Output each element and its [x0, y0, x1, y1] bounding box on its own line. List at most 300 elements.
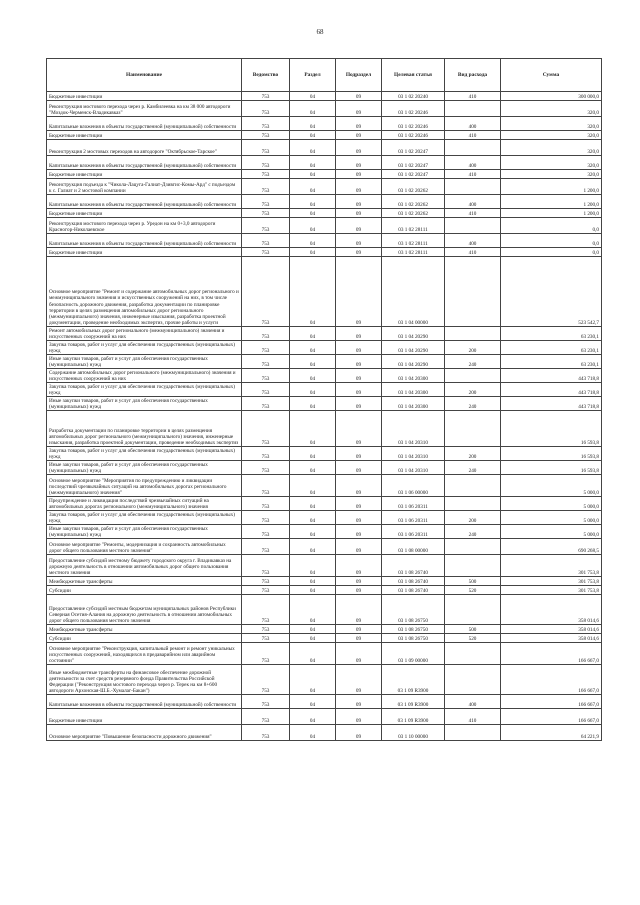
row-section: 04: [290, 218, 336, 234]
row-target-article: 03 1 08 26740: [382, 555, 445, 577]
row-section: 04: [290, 195, 336, 209]
row-department: 753: [242, 140, 290, 156]
row-subsection: 09: [336, 411, 382, 447]
row-target-article: 03 1 08 00000: [382, 539, 445, 555]
row-section: 04: [290, 140, 336, 156]
row-amount: 1 200,0: [501, 195, 602, 209]
row-subsection: 09: [336, 131, 382, 140]
row-subsection: 09: [336, 195, 382, 209]
row-name: Иные закупки товаров, работ и услуг для обеспечения государственных (муниципальных) нужд: [47, 397, 242, 411]
table-body: [47, 92, 602, 741]
row-department: 753: [242, 643, 290, 665]
row-target-article: 03 1 04 20300: [382, 369, 445, 383]
row-name: Бюджетные инвестиции: [47, 170, 242, 179]
row-subsection: 09: [336, 369, 382, 383]
row-expense-type: 410: [445, 170, 501, 179]
row-subsection: 09: [336, 117, 382, 131]
row-department: 753: [242, 355, 290, 369]
row-subsection: 09: [336, 511, 382, 525]
row-name: Бюджетные инвестиции: [47, 209, 242, 218]
row-section: 04: [290, 461, 336, 475]
budget-table: [46, 58, 602, 741]
row-subsection: 09: [336, 92, 382, 101]
row-amount: 300 000,0: [501, 92, 602, 101]
row-target-article: 03 1 09 R3900: [382, 695, 445, 709]
table-row: [47, 475, 602, 497]
row-subsection: 09: [336, 234, 382, 248]
row-section: 04: [290, 369, 336, 383]
row-amount: 5 000,0: [501, 511, 602, 525]
row-amount: 320,0: [501, 170, 602, 179]
table-row: [47, 725, 602, 741]
header-department: Ведомство: [242, 59, 290, 92]
row-amount: 301 753,8: [501, 586, 602, 595]
row-expense-type: [445, 369, 501, 383]
row-department: 753: [242, 475, 290, 497]
row-amount: 301 753,8: [501, 555, 602, 577]
row-target-article: 03 1 10 00000: [382, 725, 445, 741]
row-department: 753: [242, 461, 290, 475]
row-name: Предоставление субсидий местному бюджету городского округа г. Владикавказ на дорожную деятельность в отношении автомобильных дорог общего пользования местного значения: [47, 555, 242, 577]
row-expense-type: [445, 327, 501, 341]
row-amount: 1 200,0: [501, 179, 602, 195]
row-expense-type: [445, 140, 501, 156]
row-expense-type: 500: [445, 625, 501, 634]
row-section: 04: [290, 497, 336, 511]
header-name: Наименование: [47, 59, 242, 92]
row-name: Бюджетные инвестиции: [47, 709, 242, 725]
row-name: Закупка товаров, работ и услуг для обеспечения государственных (муниципальных) нужд: [47, 341, 242, 355]
header-amount: Сумма: [501, 59, 602, 92]
row-name: Межбюджетные трансферты: [47, 577, 242, 586]
row-target-article: 03 1 02 20262: [382, 195, 445, 209]
row-department: 753: [242, 383, 290, 397]
row-subsection: 09: [336, 497, 382, 511]
row-target-article: 03 1 04 20290: [382, 341, 445, 355]
row-name: Предоставление субсидий местным бюджетам муниципальных районов Республики Северная Осетия-Алания на дорожную деятельность в отношении автомобильных дорог общего пользования местного значения: [47, 595, 242, 625]
row-amount: 16 593,8: [501, 447, 602, 461]
row-section: 04: [290, 131, 336, 140]
row-subsection: 09: [336, 140, 382, 156]
row-section: 04: [290, 475, 336, 497]
table-row: [47, 179, 602, 195]
row-department: 753: [242, 725, 290, 741]
row-target-article: 03 1 06 00000: [382, 475, 445, 497]
row-section: 04: [290, 625, 336, 634]
row-amount: 320,0: [501, 156, 602, 170]
row-name: Разработка документации по планировке территории в целях размещения автомобильных дорог регионального (межмуниципального) значения, инженерные изыскания, разработка проектной документации, проведение необходимых экспертиз: [47, 411, 242, 447]
row-subsection: 09: [336, 257, 382, 327]
row-department: 753: [242, 156, 290, 170]
row-department: 753: [242, 234, 290, 248]
row-target-article: 03 1 04 20310: [382, 447, 445, 461]
row-section: 04: [290, 643, 336, 665]
row-subsection: 09: [336, 355, 382, 369]
row-amount: 0,0: [501, 234, 602, 248]
row-name: Реконструкция подъезда к "Чикола-Лацуга-Галиат-Дзивгис-Комы-Ард" с подъездом к с. Галиат и 2 мостовой компании: [47, 179, 242, 195]
table-row: [47, 525, 602, 539]
row-target-article: 03 1 08 26750: [382, 595, 445, 625]
row-amount: 320,0: [501, 140, 602, 156]
row-subsection: 09: [336, 218, 382, 234]
row-department: 753: [242, 555, 290, 577]
row-section: 04: [290, 577, 336, 586]
table-row: [47, 341, 602, 355]
row-subsection: 09: [336, 555, 382, 577]
row-subsection: 09: [336, 341, 382, 355]
row-department: 753: [242, 257, 290, 327]
row-name: Субсидии: [47, 634, 242, 643]
row-subsection: 09: [336, 695, 382, 709]
row-name: Основное мероприятие "Реконструкция, капитальный ремонт и ремонт уникальных искусственных сооружений, находящихся в предаварийном или аварийном состоянии": [47, 643, 242, 665]
row-expense-type: [445, 539, 501, 555]
row-section: 04: [290, 92, 336, 101]
row-subsection: 09: [336, 156, 382, 170]
row-section: 04: [290, 117, 336, 131]
row-name: Бюджетные инвестиции: [47, 92, 242, 101]
row-target-article: 03 1 04 20290: [382, 327, 445, 341]
row-amount: 64 221,9: [501, 725, 602, 741]
row-section: 04: [290, 709, 336, 725]
row-name: Реконструкция мостового перехода через р. Камбилеевка на км 38 000 автодороги "Моздок-Черменск-Владикавказ": [47, 101, 242, 117]
row-amount: 443 718,8: [501, 383, 602, 397]
row-amount: 16 593,8: [501, 461, 602, 475]
row-section: 04: [290, 209, 336, 218]
row-department: 753: [242, 586, 290, 595]
row-department: 753: [242, 447, 290, 461]
row-expense-type: [445, 101, 501, 117]
row-amount: 443 718,8: [501, 397, 602, 411]
row-target-article: 03 1 02 20247: [382, 156, 445, 170]
row-section: 04: [290, 355, 336, 369]
row-amount: 5 000,0: [501, 497, 602, 511]
row-amount: 16 593,8: [501, 411, 602, 447]
row-expense-type: [445, 179, 501, 195]
row-subsection: 09: [336, 586, 382, 595]
row-department: 753: [242, 170, 290, 179]
row-expense-type: 200: [445, 511, 501, 525]
row-section: 04: [290, 327, 336, 341]
table-row: [47, 355, 602, 369]
row-department: 753: [242, 341, 290, 355]
row-expense-type: [445, 475, 501, 497]
table-row: [47, 209, 602, 218]
row-department: 753: [242, 525, 290, 539]
row-expense-type: 240: [445, 461, 501, 475]
row-expense-type: [445, 257, 501, 327]
row-name: Иные закупки товаров, работ и услуг для обеспечения государственных (муниципальных) нужд: [47, 525, 242, 539]
row-amount: 5 000,0: [501, 475, 602, 497]
row-amount: 63 230,1: [501, 341, 602, 355]
header-target-article: Целевая статья: [382, 59, 445, 92]
row-subsection: 09: [336, 665, 382, 695]
row-expense-type: 400: [445, 117, 501, 131]
row-subsection: 09: [336, 397, 382, 411]
row-expense-type: 400: [445, 234, 501, 248]
row-name: Капитальные вложения в объекты государственной (муниципальной) собственности: [47, 117, 242, 131]
row-amount: 523 542,7: [501, 257, 602, 327]
row-name: Основное мероприятие "Повышение безопасности дорожного движения": [47, 725, 242, 741]
row-amount: 320,0: [501, 101, 602, 117]
row-section: 04: [290, 511, 336, 525]
row-expense-type: [445, 643, 501, 665]
row-target-article: 03 1 08 26740: [382, 586, 445, 595]
row-department: 753: [242, 101, 290, 117]
row-name: Капитальные вложения в объекты государственной (муниципальной) собственности: [47, 695, 242, 709]
row-amount: 320,0: [501, 131, 602, 140]
row-target-article: 03 1 02 20246: [382, 131, 445, 140]
table-header-row: [47, 59, 602, 92]
row-expense-type: 240: [445, 397, 501, 411]
row-target-article: 03 1 04 20300: [382, 397, 445, 411]
row-expense-type: 520: [445, 634, 501, 643]
row-target-article: 03 1 06 20311: [382, 511, 445, 525]
row-expense-type: 240: [445, 355, 501, 369]
row-expense-type: 500: [445, 577, 501, 586]
row-name: Капитальные вложения в объекты государственной (муниципальной) собственности: [47, 156, 242, 170]
row-section: 04: [290, 725, 336, 741]
row-target-article: 03 1 02 28111: [382, 218, 445, 234]
row-amount: 0,0: [501, 218, 602, 234]
row-department: 753: [242, 179, 290, 195]
row-department: 753: [242, 195, 290, 209]
row-amount: 320,0: [501, 117, 602, 131]
row-expense-type: [445, 555, 501, 577]
row-target-article: 03 1 04 00000: [382, 257, 445, 327]
row-section: 04: [290, 665, 336, 695]
table-row: [47, 595, 602, 625]
table-row: [47, 131, 602, 140]
table-row: [47, 327, 602, 341]
row-amount: 166 667,0: [501, 665, 602, 695]
row-amount: 690 268,5: [501, 539, 602, 555]
row-name: Реконструкция мостового перехода через р. Уредон на км 0+3,0 автодороги Красногор-Николаевское: [47, 218, 242, 234]
row-department: 753: [242, 248, 290, 257]
row-name: Капитальные вложения в объекты государственной (муниципальной) собственности: [47, 234, 242, 248]
row-name: Закупка товаров, работ и услуг для обеспечения государственных (муниципальных) нужд: [47, 511, 242, 525]
row-amount: 358 014,6: [501, 625, 602, 634]
row-name: Иные закупки товаров, работ и услуг для обеспечения государственных (муниципальных) нужд: [47, 461, 242, 475]
row-subsection: 09: [336, 625, 382, 634]
row-expense-type: 410: [445, 131, 501, 140]
row-department: 753: [242, 539, 290, 555]
row-name: Бюджетные инвестиции: [47, 131, 242, 140]
table-row: [47, 170, 602, 179]
table-row: [47, 218, 602, 234]
row-target-article: 03 1 04 20310: [382, 461, 445, 475]
row-subsection: 09: [336, 725, 382, 741]
row-target-article: 03 1 09 00000: [382, 643, 445, 665]
row-department: 753: [242, 117, 290, 131]
row-subsection: 09: [336, 643, 382, 665]
row-target-article: 03 1 08 26740: [382, 577, 445, 586]
row-target-article: 03 1 08 26750: [382, 625, 445, 634]
table-row: [47, 511, 602, 525]
row-department: 753: [242, 497, 290, 511]
row-target-article: 03 1 09 R3900: [382, 709, 445, 725]
table-row: [47, 140, 602, 156]
row-section: 04: [290, 257, 336, 327]
table-row: [47, 248, 602, 257]
table-row: [47, 447, 602, 461]
row-target-article: 03 1 02 20240: [382, 92, 445, 101]
table-row: [47, 461, 602, 475]
row-section: 04: [290, 695, 336, 709]
row-section: 04: [290, 156, 336, 170]
table-row: [47, 92, 602, 101]
table-row: [47, 397, 602, 411]
row-name: Капитальные вложения в объекты государственной (муниципальной) собственности: [47, 195, 242, 209]
table-row: [47, 101, 602, 117]
row-department: 753: [242, 709, 290, 725]
row-subsection: 09: [336, 709, 382, 725]
row-subsection: 09: [336, 383, 382, 397]
row-section: 04: [290, 411, 336, 447]
row-amount: 301 753,8: [501, 577, 602, 586]
row-department: 753: [242, 92, 290, 101]
table-row: [47, 257, 602, 327]
row-section: 04: [290, 397, 336, 411]
row-subsection: 09: [336, 539, 382, 555]
row-target-article: 03 1 02 20262: [382, 179, 445, 195]
row-department: 753: [242, 397, 290, 411]
table-row: [47, 539, 602, 555]
table-row: [47, 634, 602, 643]
row-target-article: 03 1 02 20246: [382, 117, 445, 131]
row-expense-type: 200: [445, 383, 501, 397]
row-department: 753: [242, 209, 290, 218]
row-name: Закупка товаров, работ и услуг для обеспечения государственных (муниципальных) нужд: [47, 383, 242, 397]
row-expense-type: 520: [445, 586, 501, 595]
row-target-article: 03 1 04 20300: [382, 383, 445, 397]
row-target-article: 03 1 02 20247: [382, 140, 445, 156]
table-row: [47, 643, 602, 665]
row-expense-type: 400: [445, 695, 501, 709]
table-row: [47, 577, 602, 586]
row-target-article: 03 1 02 28111: [382, 248, 445, 257]
table-row: [47, 709, 602, 725]
row-amount: 443 718,8: [501, 369, 602, 383]
row-target-article: 03 1 06 20311: [382, 497, 445, 511]
row-expense-type: 400: [445, 195, 501, 209]
row-amount: 63 230,1: [501, 355, 602, 369]
row-amount: 166 667,0: [501, 695, 602, 709]
row-name: Основное мероприятие "Ремонт и содержание автомобильных дорог регионального и межмуниципального значения и искусственных сооружений на них, в том числе безопасность дорожного движения, разработка документации по планировке территории в целях размещения автомобильных дорог регионального (межмуниципального) значения, инженерные изыскания, разработка проектной документации, проведение необходимых экспертиз, прочие работы и услуги: [47, 257, 242, 327]
row-department: 753: [242, 595, 290, 625]
row-section: 04: [290, 234, 336, 248]
row-section: 04: [290, 555, 336, 577]
row-expense-type: 400: [445, 156, 501, 170]
row-section: 04: [290, 101, 336, 117]
row-department: 753: [242, 511, 290, 525]
row-name: Межбюджетные трансферты: [47, 625, 242, 634]
table-row: [47, 695, 602, 709]
row-section: 04: [290, 634, 336, 643]
row-subsection: 09: [336, 461, 382, 475]
row-section: 04: [290, 586, 336, 595]
row-name: Бюджетные инвестиции: [47, 248, 242, 257]
row-section: 04: [290, 248, 336, 257]
row-target-article: 03 1 04 20290: [382, 355, 445, 369]
row-subsection: 09: [336, 577, 382, 586]
table-row: [47, 156, 602, 170]
row-department: 753: [242, 218, 290, 234]
row-amount: 0,0: [501, 248, 602, 257]
row-target-article: 03 1 09 R3900: [382, 665, 445, 695]
header-section: Раздел: [290, 59, 336, 92]
row-target-article: 03 1 08 26750: [382, 634, 445, 643]
table-row: [47, 369, 602, 383]
row-target-article: 03 1 02 28111: [382, 234, 445, 248]
row-section: 04: [290, 170, 336, 179]
row-section: 04: [290, 383, 336, 397]
row-expense-type: 240: [445, 525, 501, 539]
row-name: Субсидии: [47, 586, 242, 595]
row-amount: 63 230,1: [501, 327, 602, 341]
row-department: 753: [242, 634, 290, 643]
table-row: [47, 195, 602, 209]
row-name: Содержание автомобильных дорог регионального (межмуниципального) значения и искусственных сооружений на них: [47, 369, 242, 383]
row-amount: 358 014,6: [501, 634, 602, 643]
row-subsection: 09: [336, 179, 382, 195]
page-number: 68: [316, 28, 324, 36]
row-amount: 5 000,0: [501, 525, 602, 539]
table-row: [47, 625, 602, 634]
row-subsection: 09: [336, 170, 382, 179]
row-section: 04: [290, 525, 336, 539]
row-expense-type: [445, 665, 501, 695]
row-department: 753: [242, 577, 290, 586]
row-expense-type: [445, 218, 501, 234]
row-department: 753: [242, 695, 290, 709]
row-expense-type: 410: [445, 92, 501, 101]
table-row: [47, 117, 602, 131]
row-amount: 358 014,6: [501, 595, 602, 625]
row-department: 753: [242, 625, 290, 634]
table-row: [47, 586, 602, 595]
row-expense-type: [445, 725, 501, 741]
row-amount: 166 667,0: [501, 643, 602, 665]
table-row: [47, 234, 602, 248]
row-expense-type: 410: [445, 709, 501, 725]
row-section: 04: [290, 179, 336, 195]
row-department: 753: [242, 665, 290, 695]
row-section: 04: [290, 595, 336, 625]
row-expense-type: 410: [445, 209, 501, 218]
row-name: Основное мероприятие "Мероприятия по предупреждению и ликвидации последствий чрезвычайных ситуаций на автомобильных дорогах регионального (межмуниципального) значения": [47, 475, 242, 497]
row-name: Иные межбюджетные трансферты на финансовое обеспечение дорожной деятельности за счет средств резервного фонда Правительства Российской Федерации ("Реконструкция мостового перехода через р. Терек на км 8+600 автодороги Архонская-Ш.Б.-Хумалаг-Бакан"): [47, 665, 242, 695]
row-target-article: 03 1 02 20246: [382, 101, 445, 117]
row-department: 753: [242, 131, 290, 140]
row-expense-type: [445, 595, 501, 625]
table-row: [47, 665, 602, 695]
row-subsection: 09: [336, 595, 382, 625]
row-name: Предупреждение и ликвидация последствий чрезвычайных ситуаций на автомобильных дорогах регионального (межмуниципального) значения: [47, 497, 242, 511]
row-target-article: 03 1 02 20247: [382, 170, 445, 179]
row-subsection: 09: [336, 248, 382, 257]
table-row: [47, 411, 602, 447]
table-row: [47, 555, 602, 577]
header-expense-type: Вид расхода: [445, 59, 501, 92]
row-target-article: 03 1 02 20262: [382, 209, 445, 218]
row-expense-type: [445, 411, 501, 447]
table-row: [47, 383, 602, 397]
row-subsection: 09: [336, 101, 382, 117]
row-name: Реконструкция 2 мостовых переходов на автодороге "Октябрьское-Тарское": [47, 140, 242, 156]
row-subsection: 09: [336, 475, 382, 497]
row-expense-type: 200: [445, 341, 501, 355]
row-expense-type: 410: [445, 248, 501, 257]
